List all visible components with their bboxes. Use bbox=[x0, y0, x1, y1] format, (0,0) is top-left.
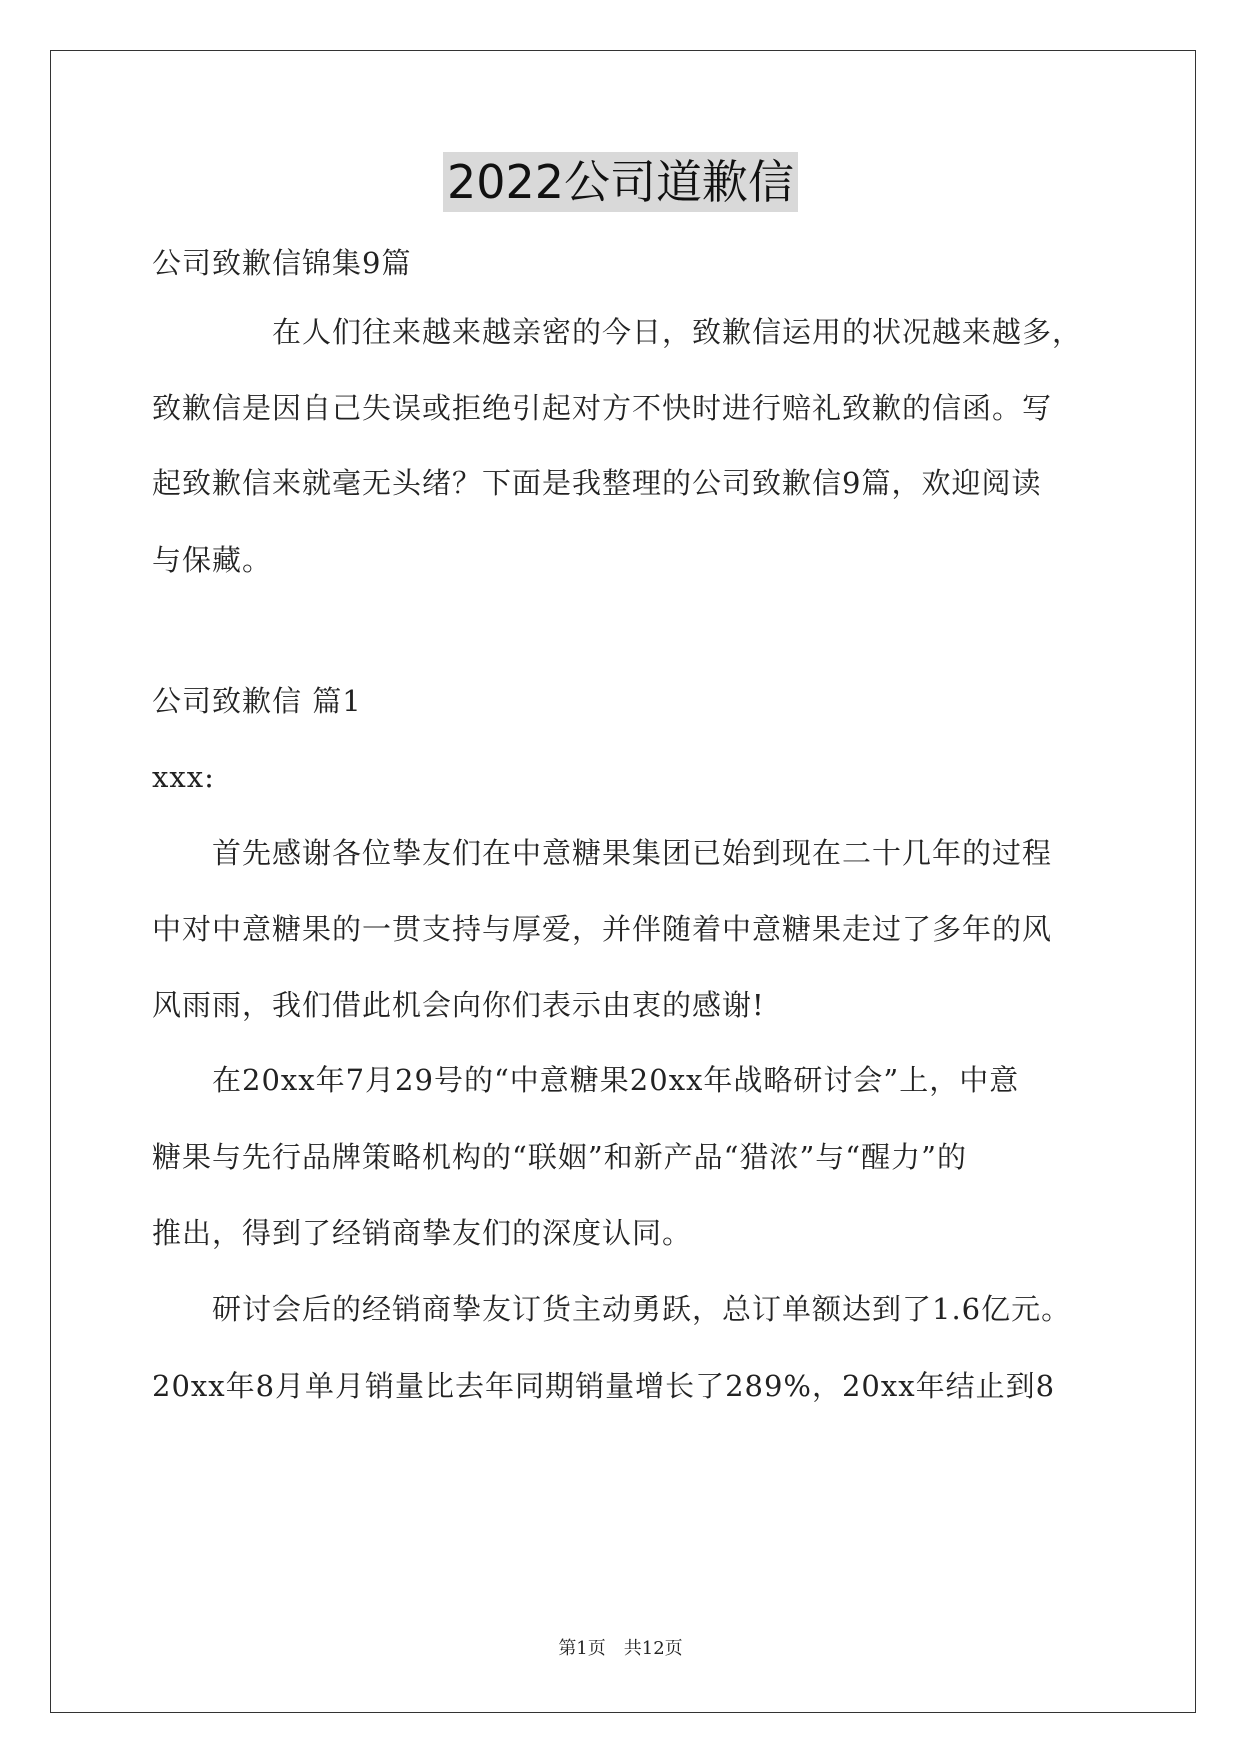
paragraph-line: 致歉信是因自己失误或拒绝引起对方不快时进行赔礼致歉的信函。写 bbox=[152, 391, 1053, 425]
paragraph-line: 与保藏。 bbox=[152, 543, 273, 577]
page-border bbox=[50, 50, 1196, 1713]
salutation: xxx: bbox=[152, 760, 215, 794]
paragraph-line: 推出，得到了经销商挚友们的深度认同。 bbox=[152, 1216, 693, 1250]
paragraph-line: 在20xx年7月29号的“中意糖果20xx年战略研讨会”上，中意 bbox=[212, 1063, 1020, 1097]
paragraph-line: 在人们往来越来越亲密的今日，致歉信运用的状况越来越多， bbox=[272, 315, 1083, 349]
paragraph-line: 20xx年8月单月销量比去年同期销量增长了289%，20xx年结止到8 bbox=[152, 1369, 1056, 1403]
paragraph-line: 糖果与先行品牌策略机构的“联姻”和新产品“猎浓”与“醒力”的 bbox=[152, 1140, 967, 1174]
document-title: 2022公司道歉信 bbox=[443, 152, 798, 212]
paragraph-line: 起致歉信来就毫无头绪？下面是我整理的公司致歉信9篇，欢迎阅读 bbox=[152, 466, 1042, 500]
page-number: 第1页 共12页 bbox=[558, 1638, 683, 1659]
subtitle-line: 公司致歉信锦集9篇 bbox=[152, 246, 412, 280]
paragraph-line: 首先感谢各位挚友们在中意糖果集团已始到现在二十几年的过程 bbox=[212, 836, 1053, 870]
paragraph-line: 研讨会后的经销商挚友订货主动勇跃，总订单额达到了1.6亿元。 bbox=[212, 1292, 1072, 1326]
paragraph-line: 中对中意糖果的一贯支持与厚爱，并伴随着中意糖果走过了多年的风 bbox=[152, 912, 1053, 946]
title-container bbox=[0, 152, 1241, 212]
section-heading: 公司致歉信 篇1 bbox=[152, 684, 362, 718]
paragraph-line: 风雨雨，我们借此机会向你们表示由衷的感谢! bbox=[152, 988, 765, 1022]
